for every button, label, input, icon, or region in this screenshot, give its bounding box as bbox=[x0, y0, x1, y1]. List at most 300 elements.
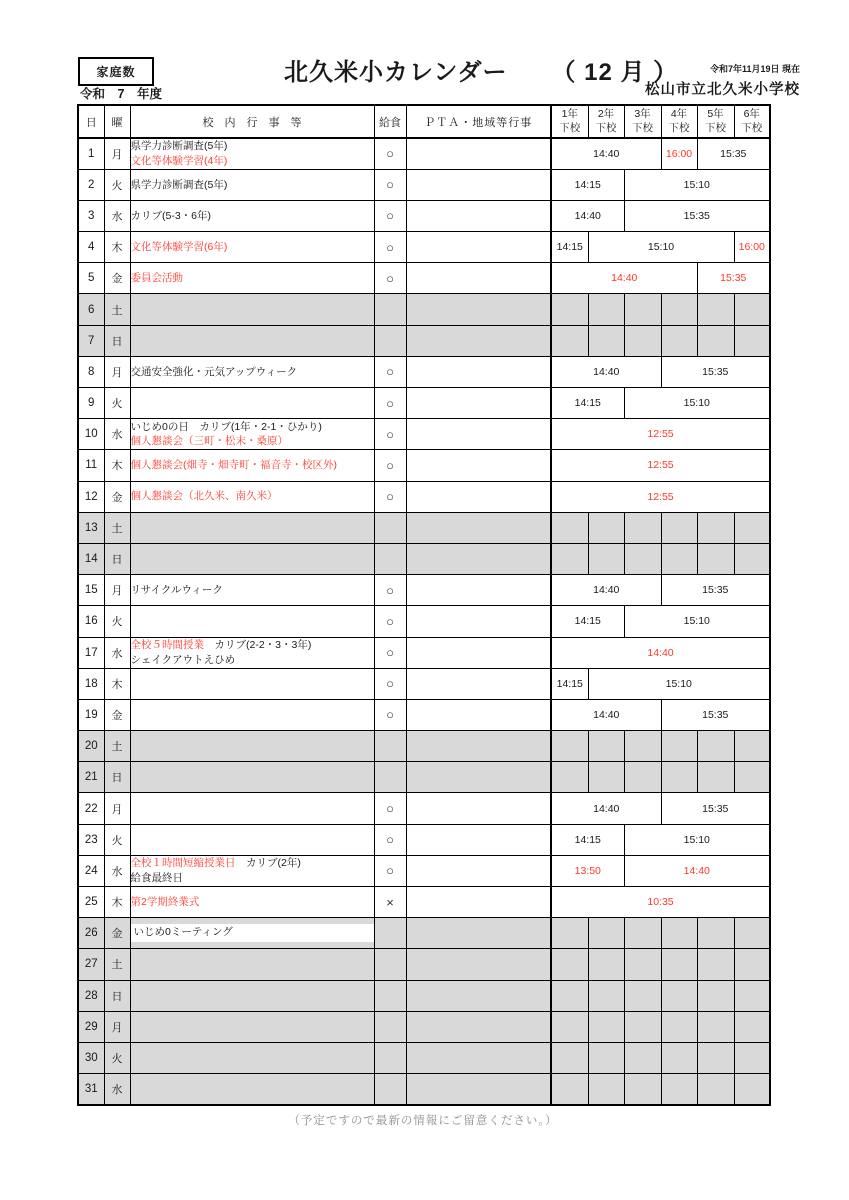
dismissal-time bbox=[697, 918, 734, 949]
day-number: 31 bbox=[78, 1074, 104, 1105]
dismissal-time bbox=[734, 512, 770, 543]
lunch-status bbox=[374, 731, 406, 762]
day-number: 26 bbox=[78, 918, 104, 949]
calendar-row bbox=[78, 699, 770, 730]
dismissal-time: 15:35 bbox=[624, 200, 770, 231]
dismissal-time bbox=[624, 980, 661, 1011]
pta-cell bbox=[406, 637, 551, 668]
dismissal-time: 16:00 bbox=[661, 138, 697, 169]
event-cell bbox=[130, 263, 374, 294]
event-text: シェイクアウトえひめ bbox=[130, 653, 236, 666]
dismissal-time: 14:40 bbox=[551, 138, 661, 169]
calendar-row bbox=[78, 138, 770, 169]
dismissal-time bbox=[734, 1042, 770, 1073]
pta-cell bbox=[406, 575, 551, 606]
event-cell bbox=[130, 637, 374, 668]
dismissal-time bbox=[734, 762, 770, 793]
calendar-row bbox=[78, 200, 770, 231]
calendar-row bbox=[78, 824, 770, 855]
lunch-status: ○ bbox=[374, 793, 406, 824]
day-number: 6 bbox=[78, 294, 104, 325]
pta-cell bbox=[406, 980, 551, 1011]
calendar-row bbox=[78, 793, 770, 824]
pta-cell bbox=[406, 855, 551, 886]
lunch-status: ○ bbox=[374, 419, 406, 450]
calendar-table bbox=[77, 104, 771, 1106]
dismissal-time: 14:15 bbox=[551, 824, 624, 855]
dismissal-time: 14:40 bbox=[551, 575, 661, 606]
col-header-events: 校 内 行 事 等 bbox=[130, 105, 374, 138]
dismissal-time bbox=[551, 949, 588, 980]
col-header-grade-2: 2年 下校 bbox=[588, 105, 624, 138]
weekday-label: 水 bbox=[104, 200, 130, 231]
dismissal-time bbox=[624, 1074, 661, 1105]
lunch-status: ○ bbox=[374, 263, 406, 294]
event-cell bbox=[130, 1074, 374, 1105]
dismissal-time: 16:00 bbox=[734, 232, 770, 263]
calendar-row bbox=[78, 419, 770, 450]
dismissal-time bbox=[551, 731, 588, 762]
calendar-row bbox=[78, 1042, 770, 1073]
event-cell bbox=[130, 138, 374, 169]
dismissal-time bbox=[624, 543, 661, 574]
school-name: 松山市立北久米小学校 bbox=[645, 82, 800, 98]
dismissal-time bbox=[661, 512, 697, 543]
dismissal-time bbox=[588, 980, 624, 1011]
col-header-pta: ＰＴＡ・地域等行事 bbox=[406, 105, 551, 138]
event-cell bbox=[130, 356, 374, 387]
day-number: 28 bbox=[78, 980, 104, 1011]
day-number: 29 bbox=[78, 1011, 104, 1042]
pta-cell bbox=[406, 887, 551, 918]
weekday-label: 水 bbox=[104, 419, 130, 450]
dismissal-time bbox=[697, 294, 734, 325]
pta-cell bbox=[406, 1042, 551, 1073]
dismissal-time: 14:15 bbox=[551, 668, 588, 699]
header-row bbox=[78, 105, 770, 138]
calendar-row bbox=[78, 1011, 770, 1042]
weekday-label: 金 bbox=[104, 263, 130, 294]
lunch-status: ○ bbox=[374, 824, 406, 855]
lunch-status bbox=[374, 512, 406, 543]
dismissal-time bbox=[734, 980, 770, 1011]
dismissal-time bbox=[551, 512, 588, 543]
col-header-grade-5: 5年 下校 bbox=[697, 105, 734, 138]
dismissal-time bbox=[734, 294, 770, 325]
col-header-grade-6: 6年 下校 bbox=[734, 105, 770, 138]
event-cell bbox=[130, 793, 374, 824]
dismissal-time bbox=[661, 1074, 697, 1105]
day-number: 18 bbox=[78, 668, 104, 699]
dismissal-time bbox=[734, 949, 770, 980]
weekday-label: 水 bbox=[104, 1074, 130, 1105]
day-number: 8 bbox=[78, 356, 104, 387]
calendar-row bbox=[78, 731, 770, 762]
event-text: 県学力診断調査(5年) bbox=[130, 178, 228, 191]
day-number: 20 bbox=[78, 731, 104, 762]
weekday-label: 火 bbox=[104, 388, 130, 419]
dismissal-time bbox=[588, 325, 624, 356]
dismissal-time: 15:10 bbox=[624, 824, 770, 855]
event-cell bbox=[130, 918, 374, 949]
dismissal-time bbox=[588, 762, 624, 793]
weekday-label: 月 bbox=[104, 1011, 130, 1042]
day-number: 15 bbox=[78, 575, 104, 606]
calendar-row bbox=[78, 294, 770, 325]
pta-cell bbox=[406, 419, 551, 450]
weekday-label: 土 bbox=[104, 949, 130, 980]
lunch-status bbox=[374, 1074, 406, 1105]
event-text: 個人懇談会（三町・松末・桑原） bbox=[130, 435, 288, 448]
event-text: 個人懇談会(畑寺・畑寺町・福音寺・校区外) bbox=[130, 459, 337, 472]
event-text: リサイクルウィーク bbox=[130, 583, 223, 596]
dismissal-time: 13:50 bbox=[551, 855, 624, 886]
calendar-row bbox=[78, 356, 770, 387]
event-cell bbox=[130, 824, 374, 855]
lunch-status: ○ bbox=[374, 169, 406, 200]
pta-cell bbox=[406, 1011, 551, 1042]
event-cell bbox=[130, 1042, 374, 1073]
calendar-row bbox=[78, 575, 770, 606]
pta-cell bbox=[406, 232, 551, 263]
dismissal-time bbox=[551, 294, 588, 325]
footer-note: （予定ですので最新の情報にご留意ください。） bbox=[288, 1115, 558, 1127]
page-title bbox=[284, 52, 678, 87]
day-number: 17 bbox=[78, 637, 104, 668]
dismissal-time bbox=[551, 918, 588, 949]
col-header-grade-3: 3年 下校 bbox=[624, 105, 661, 138]
dismissal-time bbox=[588, 543, 624, 574]
calendar-row bbox=[78, 543, 770, 574]
weekday-label: 日 bbox=[104, 325, 130, 356]
pta-cell bbox=[406, 1074, 551, 1105]
event-highlight-box bbox=[131, 924, 374, 942]
event-text: カリブ(5-3・6年) bbox=[130, 209, 212, 222]
household-count-box bbox=[78, 57, 154, 86]
dismissal-time bbox=[697, 980, 734, 1011]
lunch-status: ○ bbox=[374, 450, 406, 481]
weekday-label: 木 bbox=[104, 450, 130, 481]
dismissal-time bbox=[734, 918, 770, 949]
lunch-status bbox=[374, 918, 406, 949]
dismissal-time bbox=[588, 918, 624, 949]
event-cell bbox=[130, 419, 374, 450]
dismissal-time: 12:55 bbox=[551, 481, 770, 512]
dismissal-time bbox=[624, 512, 661, 543]
lunch-status: ○ bbox=[374, 637, 406, 668]
col-header-lunch: 給食 bbox=[374, 105, 406, 138]
pta-cell bbox=[406, 481, 551, 512]
dismissal-time bbox=[551, 1011, 588, 1042]
dismissal-time: 15:35 bbox=[661, 575, 770, 606]
weekday-label: 土 bbox=[104, 512, 130, 543]
weekday-label: 木 bbox=[104, 668, 130, 699]
dismissal-time bbox=[734, 543, 770, 574]
pta-cell bbox=[406, 762, 551, 793]
weekday-label: 火 bbox=[104, 824, 130, 855]
day-number: 3 bbox=[78, 200, 104, 231]
day-number: 16 bbox=[78, 606, 104, 637]
dismissal-time bbox=[588, 512, 624, 543]
day-number: 10 bbox=[78, 419, 104, 450]
lunch-status: ○ bbox=[374, 855, 406, 886]
dismissal-time bbox=[734, 731, 770, 762]
event-text: 全校１時間短縮授業日 カリブ(2年) bbox=[130, 857, 301, 870]
weekday-label: 月 bbox=[104, 793, 130, 824]
event-cell bbox=[130, 543, 374, 574]
dismissal-time bbox=[661, 543, 697, 574]
lunch-status bbox=[374, 1042, 406, 1073]
event-text: いじめ0ミーティング bbox=[133, 926, 233, 939]
col-header-weekday: 曜 bbox=[104, 105, 130, 138]
event-cell bbox=[130, 1011, 374, 1042]
day-number: 1 bbox=[78, 138, 104, 169]
dismissal-time: 14:40 bbox=[551, 200, 624, 231]
event-cell bbox=[130, 388, 374, 419]
lunch-status: ○ bbox=[374, 388, 406, 419]
event-cell bbox=[130, 606, 374, 637]
dismissal-time bbox=[551, 762, 588, 793]
event-cell bbox=[130, 200, 374, 231]
calendar-row bbox=[78, 450, 770, 481]
calendar-row bbox=[78, 263, 770, 294]
day-number: 12 bbox=[78, 481, 104, 512]
dismissal-time bbox=[588, 1011, 624, 1042]
as-of-date: 令和7年11月19日 現在 bbox=[709, 64, 800, 74]
weekday-label: 火 bbox=[104, 169, 130, 200]
dismissal-time bbox=[697, 762, 734, 793]
pta-cell bbox=[406, 824, 551, 855]
day-number: 13 bbox=[78, 512, 104, 543]
weekday-label: 木 bbox=[104, 887, 130, 918]
pta-cell bbox=[406, 949, 551, 980]
event-text: 委員会活動 bbox=[130, 272, 183, 285]
day-number: 21 bbox=[78, 762, 104, 793]
day-number: 23 bbox=[78, 824, 104, 855]
dismissal-time bbox=[588, 949, 624, 980]
col-header-grade-4: 4年 下校 bbox=[661, 105, 697, 138]
pta-cell bbox=[406, 450, 551, 481]
calendar-row bbox=[78, 887, 770, 918]
event-cell bbox=[130, 980, 374, 1011]
event-cell bbox=[130, 512, 374, 543]
pta-cell bbox=[406, 263, 551, 294]
dismissal-time bbox=[661, 1042, 697, 1073]
event-text: 給食最終日 bbox=[130, 871, 183, 884]
dismissal-time: 15:35 bbox=[697, 138, 770, 169]
dismissal-time bbox=[697, 949, 734, 980]
event-cell bbox=[130, 731, 374, 762]
dismissal-time: 14:40 bbox=[551, 699, 661, 730]
event-text: 交通安全強化・元気アップウィーク bbox=[130, 365, 298, 378]
event-text: 全校５時間授業 カリブ(2-2・3・3年) bbox=[130, 639, 312, 652]
household-count-label: 家庭数 bbox=[96, 65, 136, 79]
weekday-label: 金 bbox=[104, 481, 130, 512]
event-text: いじめ0の日 カリブ(1年・2-1・ひかり) bbox=[130, 420, 322, 433]
day-number: 30 bbox=[78, 1042, 104, 1073]
weekday-label: 日 bbox=[104, 980, 130, 1011]
day-number: 24 bbox=[78, 855, 104, 886]
lunch-status: ○ bbox=[374, 699, 406, 730]
pta-cell bbox=[406, 699, 551, 730]
lunch-status: × bbox=[374, 887, 406, 918]
weekday-label: 月 bbox=[104, 138, 130, 169]
event-cell bbox=[130, 450, 374, 481]
pta-cell bbox=[406, 388, 551, 419]
dismissal-time bbox=[588, 731, 624, 762]
dismissal-time: 15:10 bbox=[588, 668, 770, 699]
dismissal-time bbox=[661, 762, 697, 793]
dismissal-time bbox=[551, 1074, 588, 1105]
weekday-label: 水 bbox=[104, 637, 130, 668]
event-cell bbox=[130, 294, 374, 325]
lunch-status bbox=[374, 980, 406, 1011]
dismissal-time: 14:15 bbox=[551, 232, 588, 263]
day-number: 14 bbox=[78, 543, 104, 574]
calendar-row bbox=[78, 949, 770, 980]
title-main: 北久米小カレンダー bbox=[284, 59, 508, 86]
calendar-row bbox=[78, 232, 770, 263]
dismissal-time bbox=[661, 949, 697, 980]
calendar-row bbox=[78, 980, 770, 1011]
lunch-status: ○ bbox=[374, 356, 406, 387]
day-number: 25 bbox=[78, 887, 104, 918]
dismissal-time bbox=[624, 762, 661, 793]
weekday-label: 木 bbox=[104, 232, 130, 263]
lunch-status bbox=[374, 949, 406, 980]
weekday-label: 金 bbox=[104, 699, 130, 730]
dismissal-time bbox=[624, 1042, 661, 1073]
dismissal-time bbox=[551, 1042, 588, 1073]
lunch-status: ○ bbox=[374, 232, 406, 263]
weekday-label: 水 bbox=[104, 855, 130, 886]
dismissal-time bbox=[697, 543, 734, 574]
day-number: 7 bbox=[78, 325, 104, 356]
dismissal-time bbox=[661, 918, 697, 949]
pta-cell bbox=[406, 169, 551, 200]
dismissal-time bbox=[697, 512, 734, 543]
calendar-row bbox=[78, 481, 770, 512]
dismissal-time bbox=[588, 1042, 624, 1073]
dismissal-time bbox=[697, 325, 734, 356]
dismissal-time: 14:15 bbox=[551, 169, 624, 200]
day-number: 19 bbox=[78, 699, 104, 730]
pta-cell bbox=[406, 606, 551, 637]
pta-cell bbox=[406, 325, 551, 356]
dismissal-time: 15:35 bbox=[697, 263, 770, 294]
calendar-row bbox=[78, 512, 770, 543]
lunch-status bbox=[374, 1011, 406, 1042]
dismissal-time bbox=[551, 980, 588, 1011]
dismissal-time bbox=[588, 1074, 624, 1105]
school-year-label: 令和 7 年度 bbox=[80, 87, 162, 101]
col-header-grade-1: 1年 下校 bbox=[551, 105, 588, 138]
pta-cell bbox=[406, 918, 551, 949]
dismissal-time: 12:55 bbox=[551, 450, 770, 481]
dismissal-time bbox=[734, 1074, 770, 1105]
calendar-row bbox=[78, 918, 770, 949]
lunch-status: ○ bbox=[374, 200, 406, 231]
weekday-label: 月 bbox=[104, 356, 130, 387]
day-number: 22 bbox=[78, 793, 104, 824]
day-number: 2 bbox=[78, 169, 104, 200]
dismissal-time: 10:35 bbox=[551, 887, 770, 918]
lunch-status: ○ bbox=[374, 606, 406, 637]
lunch-status bbox=[374, 762, 406, 793]
event-cell bbox=[130, 762, 374, 793]
event-cell bbox=[130, 855, 374, 886]
event-cell bbox=[130, 668, 374, 699]
dismissal-time bbox=[661, 731, 697, 762]
dismissal-time bbox=[624, 731, 661, 762]
pta-cell bbox=[406, 200, 551, 231]
dismissal-time bbox=[624, 918, 661, 949]
dismissal-time bbox=[697, 731, 734, 762]
dismissal-time bbox=[624, 294, 661, 325]
dismissal-time: 14:40 bbox=[551, 263, 697, 294]
dismissal-time: 14:40 bbox=[624, 855, 770, 886]
calendar-row bbox=[78, 668, 770, 699]
event-text: 文化等体験学習(6年) bbox=[130, 240, 228, 253]
col-header-day: 日 bbox=[78, 105, 104, 138]
lunch-status bbox=[374, 543, 406, 574]
event-text: 個人懇談会（北久米、南久米） bbox=[130, 490, 278, 503]
pta-cell bbox=[406, 793, 551, 824]
dismissal-time bbox=[697, 1042, 734, 1073]
pta-cell bbox=[406, 356, 551, 387]
event-cell bbox=[130, 887, 374, 918]
weekday-label: 月 bbox=[104, 575, 130, 606]
lunch-status: ○ bbox=[374, 668, 406, 699]
dismissal-time bbox=[624, 1011, 661, 1042]
weekday-label: 日 bbox=[104, 762, 130, 793]
event-text: 文化等体験学習(4年) bbox=[130, 154, 228, 167]
dismissal-time: 14:15 bbox=[551, 388, 624, 419]
calendar-row bbox=[78, 606, 770, 637]
dismissal-time: 14:40 bbox=[551, 637, 770, 668]
pta-cell bbox=[406, 138, 551, 169]
calendar-row bbox=[78, 325, 770, 356]
day-number: 9 bbox=[78, 388, 104, 419]
weekday-label: 土 bbox=[104, 294, 130, 325]
dismissal-time: 14:40 bbox=[551, 793, 661, 824]
dismissal-time: 15:35 bbox=[661, 793, 770, 824]
dismissal-time bbox=[588, 294, 624, 325]
dismissal-time bbox=[661, 1011, 697, 1042]
event-text: 県学力診断調査(5年) bbox=[130, 140, 228, 153]
weekday-label: 火 bbox=[104, 606, 130, 637]
dismissal-time: 15:10 bbox=[588, 232, 734, 263]
dismissal-time: 14:40 bbox=[551, 356, 661, 387]
dismissal-time bbox=[734, 1011, 770, 1042]
day-number: 11 bbox=[78, 450, 104, 481]
pta-cell bbox=[406, 668, 551, 699]
event-cell bbox=[130, 232, 374, 263]
day-number: 27 bbox=[78, 949, 104, 980]
day-number: 4 bbox=[78, 232, 104, 263]
dismissal-time bbox=[734, 325, 770, 356]
dismissal-time: 14:15 bbox=[551, 606, 624, 637]
dismissal-time bbox=[697, 1074, 734, 1105]
weekday-label: 日 bbox=[104, 543, 130, 574]
weekday-label: 火 bbox=[104, 1042, 130, 1073]
title-month: （ 12 月 ） bbox=[551, 59, 679, 86]
dismissal-time: 15:35 bbox=[661, 699, 770, 730]
event-cell bbox=[130, 949, 374, 980]
dismissal-time bbox=[551, 543, 588, 574]
dismissal-time bbox=[661, 294, 697, 325]
calendar-row bbox=[78, 388, 770, 419]
